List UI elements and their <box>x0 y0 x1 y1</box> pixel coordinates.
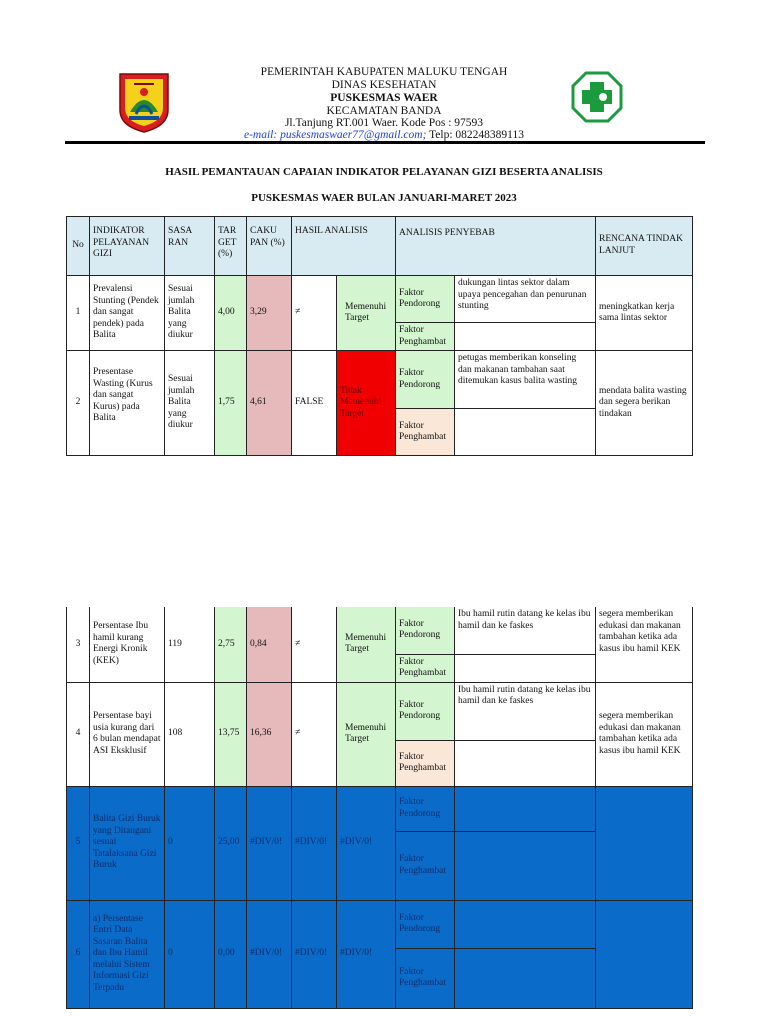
target-cell: 4,00 <box>215 276 247 351</box>
email-link[interactable]: e-mail: puskesmaswaer77@gmail.com; <box>243 129 427 141</box>
target-cell: 13,75 <box>215 682 247 786</box>
pendorong-text <box>455 786 596 831</box>
col-header-no: No <box>67 217 90 276</box>
pendorong-text: dukungan lintas sektor dalam upaya pencegahan dan penurunan stunting <box>455 276 596 323</box>
indikator-cell: a) Persentase Entri Data Sasaran Balita dan Ibu Hamil melalui Sistem Informasi Gizi Terpadu <box>90 900 165 1008</box>
faktor-penghambat-label: Faktor Penghambat <box>396 948 455 1008</box>
cakupan-cell: 0,84 <box>247 607 292 682</box>
col-header-analisis-penyebab: ANALISIS PENYEBAB <box>396 217 596 276</box>
cakupan-cell: 3,29 <box>247 276 292 351</box>
cakupan-cell: 4,61 <box>247 351 292 456</box>
faktor-pendorong-label: Faktor Pendorong <box>396 900 455 948</box>
indicator-table-part1 <box>66 216 693 456</box>
comparison-symbol: ≠ <box>292 276 337 351</box>
comparison-symbol: FALSE <box>292 351 337 456</box>
indikator-cell: Prevalensi Stunting (Pendek dan sangat pendek) pada Balita <box>90 276 165 351</box>
regency-crest-icon <box>116 70 172 134</box>
rencana-cell <box>596 900 693 1008</box>
indikator-cell: Persentase Ibu hamil kurang Energi Kronik (KEK) <box>90 607 165 682</box>
row-number: 5 <box>67 786 90 900</box>
indikator-cell: Persentase bayi usia kurang dari 6 bulan mendapat ASI Eksklusif <box>90 682 165 786</box>
row-number: 6 <box>67 900 90 1008</box>
table-row <box>67 607 693 654</box>
col-header-cakupan: CAKU PAN (%) <box>247 217 292 276</box>
col-header-rencana: RENCANA TINDAK LANJUT <box>596 217 693 276</box>
table-row <box>67 276 693 323</box>
faktor-penghambat-label: Faktor Penghambat <box>396 740 455 786</box>
col-header-indikator: INDIKATOR PELAYANAN GIZI <box>90 217 165 276</box>
address-line: Jl.Tanjung RT.001 Waer. Kode Pos : 97593 <box>284 117 484 129</box>
report-subtitle: PUSKESMAS WAER BULAN JANUARI-MARET 2023 <box>251 192 517 204</box>
cakupan-cell: 16,36 <box>247 682 292 786</box>
status-badge: Memenuhi Target <box>337 607 396 682</box>
comparison-symbol: #DIV/0! <box>292 900 337 1008</box>
faktor-penghambat-label: Faktor Penghambat <box>396 323 455 351</box>
pendorong-text <box>455 900 596 948</box>
penghambat-text <box>455 323 596 351</box>
pendorong-text: Ibu hamil rutin datang ke kelas ibu hamil dan ke faskes <box>455 607 596 654</box>
status-badge: #DIV/0! <box>337 786 396 900</box>
row-number: 1 <box>67 276 90 351</box>
sasaran-cell: Sesuai jumlah Balita yang diukur <box>165 276 215 351</box>
rencana-cell: meningkatkan kerja sama lintas sektor <box>596 276 693 351</box>
target-cell: 0,00 <box>215 900 247 1008</box>
indicator-table-part2 <box>66 607 693 1009</box>
rencana-cell: segera memberikan edukasi dan makanan tambahan ketika ada kasus ibu hamil KEK <box>596 682 693 786</box>
row-number: 3 <box>67 607 90 682</box>
col-header-target: TAR GET (%) <box>215 217 247 276</box>
status-badge: #DIV/0! <box>337 900 396 1008</box>
target-cell: 1,75 <box>215 351 247 456</box>
sasaran-cell: 0 <box>165 786 215 900</box>
col-header-hasil-analisis: HASIL ANALISIS <box>292 217 396 276</box>
rencana-cell: segera memberikan edukasi dan makanan tambahan ketika ada kasus ibu hamil KEK <box>596 607 693 682</box>
row-number: 4 <box>67 682 90 786</box>
rencana-cell: mendata balita wasting dan segera berikan tindakan <box>596 351 693 456</box>
comparison-symbol: ≠ <box>292 682 337 786</box>
row-number: 2 <box>67 351 90 456</box>
sasaran-cell: 0 <box>165 900 215 1008</box>
status-badge: Memenuhi Target <box>337 682 396 786</box>
puskesmas-name: PUSKESMAS WAER <box>330 92 438 104</box>
status-badge: Memenuhi Target <box>337 276 396 351</box>
faktor-pendorong-label: Faktor Pendorong <box>396 276 455 323</box>
district-name: KECAMATAN BANDA <box>326 105 442 117</box>
pendorong-text: Ibu hamil rutin datang ke kelas ibu hamil dan ke faskes <box>455 682 596 740</box>
table-row <box>67 786 693 831</box>
table-header-row <box>67 217 693 276</box>
target-cell: 25,00 <box>215 786 247 900</box>
pendorong-text: petugas memberikan konseling dan makanan tambahan saat ditemukan kasus balita wasting <box>455 351 596 409</box>
table-row <box>67 351 693 409</box>
cakupan-cell: #DIV/0! <box>247 900 292 1008</box>
penghambat-text <box>455 740 596 786</box>
comparison-symbol: ≠ <box>292 607 337 682</box>
sasaran-cell: Sesuai jumlah Balita yang diukur <box>165 351 215 456</box>
target-cell: 2,75 <box>215 607 247 682</box>
status-badge: Tidak Memenuhi Target <box>337 351 396 456</box>
penghambat-text <box>455 654 596 682</box>
government-name: PEMERINTAH KABUPATEN MALUKU TENGAH <box>260 66 508 78</box>
indikator-cell: Balita Gizi Buruk yang Ditangani sesuai Tatalaksana Gizi Buruk <box>90 786 165 900</box>
phone-number: Telp: 082248389113 <box>426 129 524 141</box>
penghambat-text <box>455 948 596 1008</box>
table-row <box>67 682 693 740</box>
faktor-penghambat-label: Faktor Penghambat <box>396 831 455 900</box>
letterhead-divider <box>65 141 705 144</box>
faktor-pendorong-label: Faktor Pendorong <box>396 786 455 831</box>
penghambat-text <box>455 409 596 456</box>
faktor-pendorong-label: Faktor Pendorong <box>396 351 455 409</box>
rencana-cell <box>596 786 693 900</box>
health-cross-emblem-icon <box>571 71 623 123</box>
sasaran-cell: 119 <box>165 607 215 682</box>
comparison-symbol: #DIV/0! <box>292 786 337 900</box>
indikator-cell: Presentase Wasting (Kurus dan sangat Kurus) pada Balita <box>90 351 165 456</box>
faktor-pendorong-label: Faktor Pendorong <box>396 607 455 654</box>
col-header-sasaran: SASA RAN <box>165 217 215 276</box>
faktor-penghambat-label: Faktor Penghambat <box>396 654 455 682</box>
report-title: HASIL PEMANTAUAN CAPAIAN INDIKATOR PELAYANAN GIZI BESERTA ANALISIS <box>165 166 603 178</box>
penghambat-text <box>455 831 596 900</box>
faktor-penghambat-label: Faktor Penghambat <box>396 409 455 456</box>
sasaran-cell: 108 <box>165 682 215 786</box>
cakupan-cell: #DIV/0! <box>247 786 292 900</box>
table-row <box>67 900 693 948</box>
faktor-pendorong-label: Faktor Pendorong <box>396 682 455 740</box>
department-name: DINAS KESEHATAN <box>331 79 437 91</box>
